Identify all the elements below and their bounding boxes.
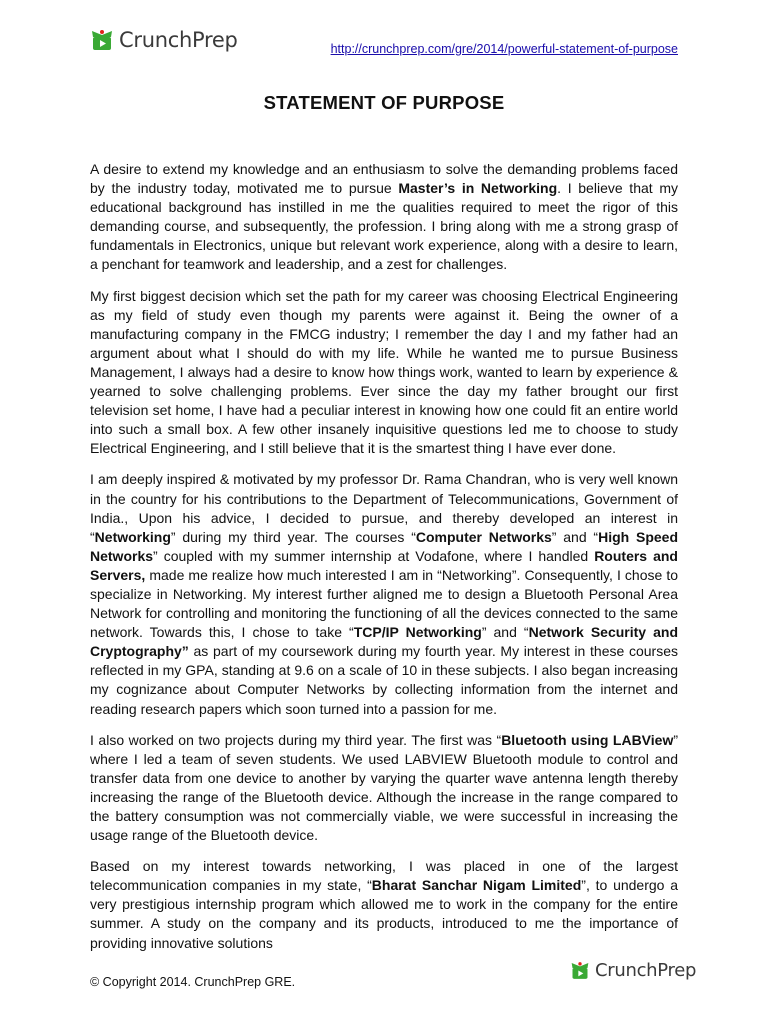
logo-text: CrunchPrep bbox=[119, 28, 238, 52]
paragraph-4: I also worked on two projects during my third year. The first was “Bluetooth using LABView” where I led a team of seven students. We used LABVIEW Bluetooth module to control and transfer data from one device to another by varying the quarter wave antenna length thereby increasing the range of the Bluetooth device. Although the increase in the range compared to the battery consumption was not commercially viable, we were successful in increasing the usage range of the Bluetooth device. bbox=[90, 731, 678, 844]
crunchprep-logo-icon bbox=[570, 961, 590, 980]
paragraph-2: My first biggest decision which set the path for my career was choosing Electrical Engineering as my field of study even though my parents were against it. Being the owner of a manufacturing company in the FMCG industry; I remember the day I and my father had an argument about what I should do with my life. While he wanted me to pursue Business Management, I always had a desire to know how things work, wanted to learn by experience & yearned to solve challenging problems. Ever since the day my father brought our first television set home, I have had a peculiar interest in knowing how one could fit an entire world into such a small box. A few other insanely inquisitive questions led me to choose to study Electrical Engineering, and I still believe that it is the smartest thing I have ever done. bbox=[90, 287, 678, 457]
source-link[interactable]: http://crunchprep.com/gre/2014/powerful-statement-of-purpose bbox=[330, 42, 678, 56]
crunchprep-logo-icon bbox=[90, 29, 114, 51]
paragraph-5: Based on my interest towards networking, I was placed in one of the largest telecommunication companies in my state, “Bharat Sanchar Nigam Limited”, to undergo a very prestigious internship program which allowed me to work in the company for the entire summer. A study on the company and its products, introduced to me the importance of providing innovative solutions bbox=[90, 858, 679, 951]
crunchprep-logo-footer bbox=[570, 960, 696, 981]
copyright-footer: © Copyright 2014. CrunchPrep GRE. bbox=[90, 975, 296, 989]
crunchprep-logo-header bbox=[90, 28, 238, 52]
paragraph-1: A desire to extend my knowledge and an enthusiasm to solve the demanding problems faced by the industry today, motivated me to pursue Master’s in Networking. I believe that my educational background has instilled in me the qualities required to meet the rigor of this demanding course, and subsequently, the profession. I bring along with me a strong grasp of fundamentals in Electronics, unique but relevant work experience, along with a desire to learn, a penchant for teamwork and leadership, and a zest for challenges. bbox=[90, 161, 678, 273]
paragraph-3: I am deeply inspired & motivated by my professor Dr. Rama Chandran, who is very well known in the country for his contributions to the Department of Telecommunications, Government of India., Upon his advice, I decided to pursue, and thereby developed an interest in “Networking” during my third year. The courses “Computer Networks” and “High Speed Networks” coupled with my summer internship at Vodafone, where I handled Routers and Servers, made me realize how much interested I am in “Networking”. Consequently, I chose to specialize in Networking. My interest further aligned me to design a Bluetooth Personal Area Network for controlling and monitoring the functioning of all the devices connected to the same network. Towards this, I chose to take “TCP/IP Networking” and “Network Security and Cryptography” as part of my coursework during my fourth year. My interest in these courses reflected in my GPA, standing at 9.6 on a scale of 10 in these subjects. I also began increasing my cognizance about Computer Networks by collecting information from the internet and reading research papers which soon turned into a passion for me. bbox=[90, 471, 679, 717]
document-title: STATEMENT OF PURPOSE bbox=[263, 92, 505, 113]
logo-text: CrunchPrep bbox=[595, 960, 697, 981]
document-body bbox=[90, 160, 678, 965]
